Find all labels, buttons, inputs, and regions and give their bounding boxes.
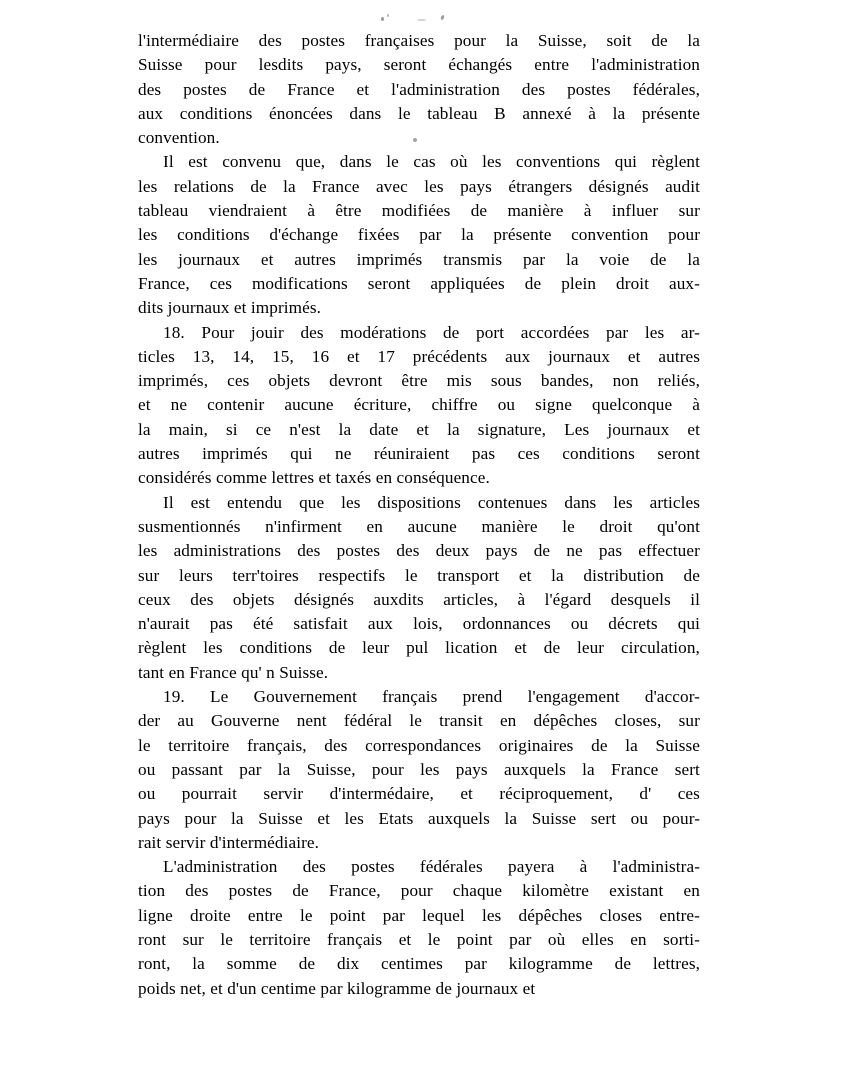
- text-line: poids net, et d'un centime par kilogramme de journaux et: [138, 978, 536, 998]
- text-line: convention.: [138, 128, 220, 148]
- text-line: l'intermédiaire des postes françaises pour la Suisse, soit de la: [138, 31, 701, 50]
- text-line: sur leurs terr'toires respectifs le transport et la distribution de: [138, 565, 700, 585]
- text-line: dits journaux et imprimés.: [138, 298, 322, 318]
- text-line: les journaux et autres imprimés transmis par la voie de la: [138, 249, 700, 269]
- text-line: la main, si ce n'est la date et la signature, Les journaux et: [138, 419, 700, 439]
- text-line: ront, la somme de dix centimes par kilogramme de lettres,: [138, 954, 700, 974]
- scan-speck-icon: [381, 17, 384, 21]
- text-line: ou passant par la Suisse, pour les pays auxquels la France sert: [138, 759, 700, 779]
- paragraph: [138, 685, 700, 855]
- text-line: ticles 13, 14, 15, 16 et 17 précédents aux journaux et autres: [138, 346, 701, 366]
- text-line: le territoire français, des correspondances originaires de la Suisse: [138, 735, 701, 755]
- text-line: pays pour la Suisse et les Etats auxquels la Suisse sert ou pour-: [138, 808, 701, 828]
- text-line: France, ces modifications seront appliquées de plein droit aux-: [138, 273, 700, 293]
- text-line: et ne contenir aucune écriture, chiffre ou signe quelconque à: [138, 395, 701, 415]
- scan-speck-icon: [440, 15, 445, 21]
- text-line: tant en France qu' n Suisse.: [138, 662, 329, 682]
- text-column: [138, 29, 700, 1001]
- text-line: des postes de France et l'administration des postes fédérales,: [138, 79, 700, 99]
- paragraph: [138, 29, 700, 150]
- text-line: L'administration des postes fédérales payera à l'administra-: [163, 857, 701, 877]
- text-line: aux conditions énoncées dans le tableau B annexé à la présente: [138, 103, 700, 123]
- text-line: der au Gouverne nent fédéral le transit en dépêches closes, sur: [138, 711, 700, 731]
- text-line: susmentionnés n'infirment en aucune manière le droit qu'ont: [138, 516, 700, 536]
- text-line: imprimés, ces objets devront être mis sous bandes, non reliés,: [138, 371, 700, 391]
- text-line: considérés comme lettres et taxés en conséquence.: [138, 468, 490, 488]
- paragraph: [138, 321, 700, 491]
- text-line: ront sur le territoire français et le point par où elles en sorti-: [138, 929, 700, 949]
- text-line: n'aurait pas été satisfait aux lois, ordonnances ou décrets qui: [138, 614, 701, 634]
- text-line: tableau viendraient à être modifiées de manière à influer sur: [138, 201, 700, 221]
- text-line: 18. Pour jouir des modérations de port accordées par les ar-: [163, 322, 700, 342]
- text-line: ceux des objets désignés auxdits articles, à l'égard desquels il: [138, 589, 700, 609]
- text-line: 19. Le Gouvernement français prend l'engagement d'accor-: [163, 687, 700, 707]
- scan-speck-icon: [387, 14, 389, 17]
- text-line: les administrations des postes des deux pays de ne pas effectuer: [138, 541, 700, 561]
- paragraph: [138, 150, 700, 320]
- text-line: ou pourrait servir d'intermédaire, et réciproquement, d' ces: [138, 784, 700, 804]
- scan-speck-icon: [417, 19, 426, 21]
- text-line: autres imprimés qui ne réuniraient pas ces conditions seront: [138, 444, 700, 464]
- text-line: les relations de la France avec les pays étrangers désignés audit: [138, 176, 700, 196]
- text-line: Il est entendu que les dispositions contenues dans les articles: [163, 492, 701, 512]
- text-line: règlent les conditions de leur pul lication et de leur circulation,: [138, 638, 700, 658]
- text-line: tion des postes de France, pour chaque kilomètre existant en: [138, 881, 700, 901]
- paragraph: [138, 491, 700, 685]
- text-line: ligne droite entre le point par lequel les dépêches closes entre-: [138, 905, 700, 925]
- paragraph: [138, 855, 700, 1001]
- text-line: Suisse pour lesdits pays, seront échangés entre l'administration: [138, 55, 700, 75]
- text-line: rait servir d'intermédiaire.: [138, 832, 320, 852]
- text-line: Il est convenu que, dans le cas où les conventions qui règlent: [163, 152, 700, 172]
- text-line: les conditions d'échange fixées par la présente convention pour: [138, 225, 701, 245]
